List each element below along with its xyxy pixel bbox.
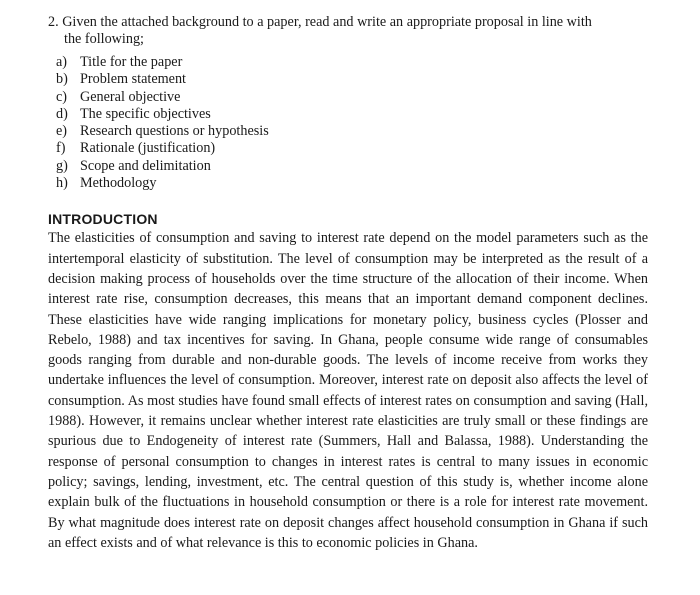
requirements-list [56,54,648,192]
question-line-2: the following; [64,31,144,47]
list-item [56,71,648,88]
list-item [56,106,648,123]
list-item [56,123,648,140]
list-item-text: The specific objectives [80,105,211,122]
list-item [56,54,648,71]
list-item-text: Scope and delimitation [80,157,211,174]
list-item-letter: d) [56,105,68,122]
question-line-1: 2. Given the attached background to a paper, read and write an appropriate proposal in line with [48,14,592,30]
list-item-letter: c) [56,88,68,105]
list-item [56,175,648,192]
question-text [48,14,648,48]
list-item-text: General objective [80,88,181,105]
list-item-text: Research questions or hypothesis [80,123,269,140]
list-item-letter: g) [56,157,68,174]
list-item-text: Rationale (justification) [80,140,216,157]
list-item [56,158,648,175]
introduction-paragraph: The elasticities of consumption and saving to interest rate depend on the model parameters such as the intertemporal elasticity of substitution. The level of consumption may be interpreted as the result of a decision making process of households over the time structure of the allocation of their income. When interest rate rise, consumption decreases, this means that an important demand component declines. These elasticities have wide ranging implications for monetary policy, business cycles (Plosser and Rebelo, 1988) and tax incentives for saving. In Ghana, people consume wide range of consumables goods ranging from durable and non-durable goods. The levels of income receive from works they undertake influences the level of consumption. Moreover, interest rate on deposit also affects the level of consumption. As most studies have found small effects of interest rates on consumption and saving (Hall, 1988). However, it remains unclear whether interest rate elasticities are truly small or these findings are spurious due to Endogeneity of interest rate (Summers, Hall and Balassa, 1988). Understanding the response of personal consumption to changes in interest rates is central to many issues in economic policy; savings, lending, investment, etc. The central question of this study is, whether income alone explain bulk of the fluctuations in household consumption or there is a role for interest rate movement. By what magnitude does interest rate on deposit changes affect household consumption in Ghana if such an effect exists and of what relevance is this to economic policies in Ghana. [48,230,648,551]
list-item-text: Title for the paper [80,54,183,70]
list-item-letter: e) [56,123,68,140]
section-heading: INTRODUCTION [48,211,158,228]
list-item [56,89,648,106]
list-item [56,140,648,157]
list-item-letter: f) [56,140,66,157]
list-item-text: Methodology [80,175,157,192]
list-item-letter: b) [56,71,68,88]
list-item-text: Problem statement [80,71,186,88]
list-item-letter: h) [56,175,68,192]
list-item-letter: a) [56,54,68,70]
